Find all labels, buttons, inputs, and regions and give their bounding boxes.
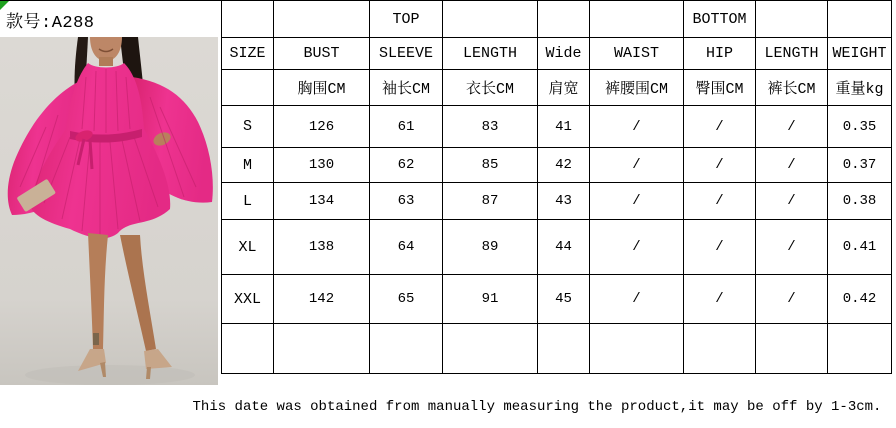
col-header-length-cn: 衣长CM	[443, 70, 538, 106]
bust-value: 134	[274, 183, 370, 220]
col-header-weight-cn: 重量kg	[828, 70, 892, 106]
cell-empty	[538, 324, 590, 374]
col-header-sleeve-cn: 袖长CM	[370, 70, 443, 106]
bust-value: 126	[274, 106, 370, 148]
cell-empty	[274, 324, 370, 374]
waist-value: /	[590, 106, 684, 148]
bust-value: 130	[274, 148, 370, 183]
cell-empty	[828, 324, 892, 374]
wide-value: 44	[538, 220, 590, 275]
size-row-xl	[222, 220, 892, 275]
hip-value: /	[684, 220, 756, 275]
cell-empty	[222, 1, 274, 38]
sleeve-value: 64	[370, 220, 443, 275]
length-value: 87	[443, 183, 538, 220]
waist-value: /	[590, 220, 684, 275]
col-header-sleeve: SLEEVE	[370, 38, 443, 70]
bust-value: 138	[274, 220, 370, 275]
measurement-disclaimer: This date was obtained from manually measuring the product,it may be off by 1-3cm.	[192, 399, 882, 415]
size-row-m	[222, 148, 892, 183]
english-header-row	[222, 38, 892, 70]
empty-row	[222, 324, 892, 374]
col-header-length2: LENGTH	[756, 38, 828, 70]
size-row-xxl	[222, 275, 892, 324]
size-label: M	[222, 148, 274, 183]
hip-value: /	[684, 183, 756, 220]
cell-empty	[828, 1, 892, 38]
cell-empty	[684, 324, 756, 374]
cell-empty	[222, 324, 274, 374]
col-header-length2-cn: 裤长CM	[756, 70, 828, 106]
size-label: L	[222, 183, 274, 220]
size-label: XXL	[222, 275, 274, 324]
product-photo	[0, 37, 218, 385]
size-label: XL	[222, 220, 274, 275]
wide-value: 41	[538, 106, 590, 148]
top-group-label: TOP	[370, 1, 443, 38]
cell-empty	[756, 324, 828, 374]
col-header-hip: HIP	[684, 38, 756, 70]
sleeve-value: 63	[370, 183, 443, 220]
col-header-length: LENGTH	[443, 38, 538, 70]
length2-value: /	[756, 220, 828, 275]
wide-value: 43	[538, 183, 590, 220]
group-header-row	[222, 1, 892, 38]
waist-value: /	[590, 148, 684, 183]
col-header-bust: BUST	[274, 38, 370, 70]
col-header-waist-cn: 裤腰围CM	[590, 70, 684, 106]
cell-empty	[590, 1, 684, 38]
length-value: 91	[443, 275, 538, 324]
length2-value: /	[756, 148, 828, 183]
length-value: 89	[443, 220, 538, 275]
hip-value: /	[684, 275, 756, 324]
cell-empty	[443, 1, 538, 38]
col-header-weight: WEIGHT	[828, 38, 892, 70]
weight-value: 0.37	[828, 148, 892, 183]
chinese-header-row	[222, 70, 892, 106]
size-label: S	[222, 106, 274, 148]
size-row-s	[222, 106, 892, 148]
weight-value: 0.38	[828, 183, 892, 220]
sleeve-value: 61	[370, 106, 443, 148]
size-row-l	[222, 183, 892, 220]
cell-empty	[538, 1, 590, 38]
ankle-tattoo	[93, 333, 99, 345]
model-illustration	[0, 37, 218, 385]
waist-value: /	[590, 275, 684, 324]
waist-value: /	[590, 183, 684, 220]
col-header-size: SIZE	[222, 38, 274, 70]
sleeve-value: 65	[370, 275, 443, 324]
bust-value: 142	[274, 275, 370, 324]
bottom-group-label: BOTTOM	[684, 1, 756, 38]
cell-empty	[756, 1, 828, 38]
length2-value: /	[756, 183, 828, 220]
length-value: 85	[443, 148, 538, 183]
cell-empty	[370, 324, 443, 374]
floor-shadow	[25, 365, 195, 385]
cell-empty	[222, 70, 274, 106]
hip-value: /	[684, 106, 756, 148]
cell-empty	[274, 1, 370, 38]
sleeve-value: 62	[370, 148, 443, 183]
col-header-bust-cn: 胸围CM	[274, 70, 370, 106]
weight-value: 0.42	[828, 275, 892, 324]
length2-value: /	[756, 275, 828, 324]
model-neck	[99, 57, 113, 66]
cell-empty	[590, 324, 684, 374]
col-header-wide-cn: 肩宽	[538, 70, 590, 106]
hip-value: /	[684, 148, 756, 183]
wide-value: 45	[538, 275, 590, 324]
size-table	[221, 0, 892, 374]
col-header-waist: WAIST	[590, 38, 684, 70]
weight-value: 0.41	[828, 220, 892, 275]
length2-value: /	[756, 106, 828, 148]
weight-value: 0.35	[828, 106, 892, 148]
cell-empty	[443, 324, 538, 374]
wide-value: 42	[538, 148, 590, 183]
length-value: 83	[443, 106, 538, 148]
style-number: 款号:A288	[6, 14, 95, 33]
col-header-wide: Wide	[538, 38, 590, 70]
col-header-hip-cn: 臀围CM	[684, 70, 756, 106]
